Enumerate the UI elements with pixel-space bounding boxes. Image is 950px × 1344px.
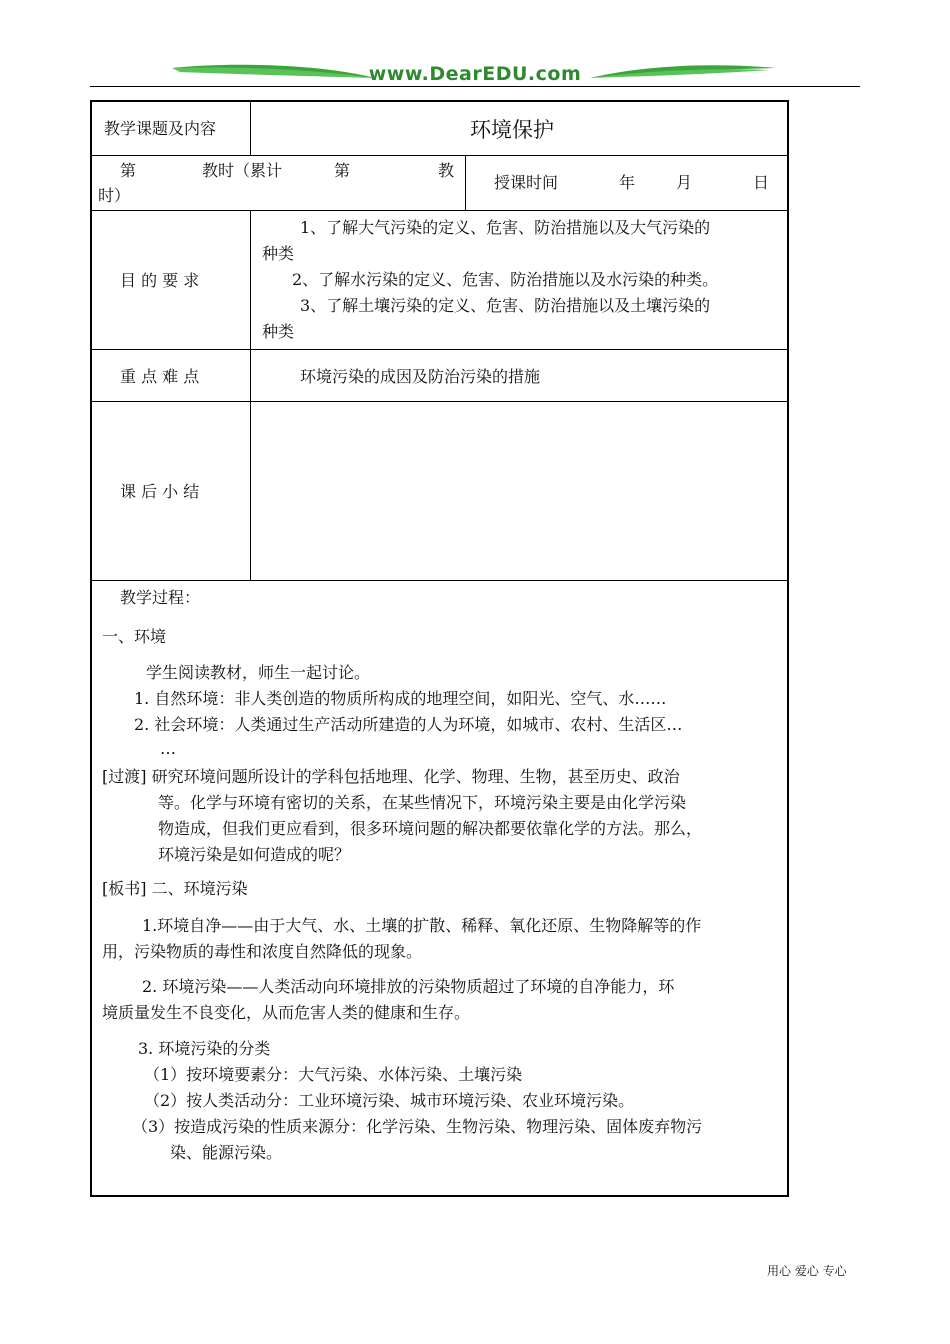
definition-line: 1.环境自净——由于大气、水、土壤的扩散、稀释、氧化还原、生物降解等的作 bbox=[142, 916, 702, 935]
classification-item: （1）按环境要素分：大气污染、水体污染、土壤污染 bbox=[144, 1065, 523, 1084]
classification-item: （3）按造成污染的性质来源分：化学污染、生物污染、物理污染、固体废弃物污 bbox=[132, 1117, 703, 1136]
list-item: 1. 自然环境：非人类创造的物质所构成的地理空间，如阳光、空气、水…… bbox=[134, 689, 667, 708]
footer-slogan: 用心 爱心 专心 bbox=[767, 1264, 847, 1278]
process-heading: 教学过程： bbox=[120, 588, 201, 607]
objective-line: 3、了解土壤污染的定义、危害、防治措施以及土壤污染的 bbox=[300, 296, 711, 315]
board-heading: [板书] 二、环境污染 bbox=[102, 879, 248, 898]
list-item: 2. 社会环境：人类通过生产活动所建造的人为环境，如城市、农村、生活区… bbox=[134, 715, 683, 734]
period-word-2: 教时（累计 bbox=[202, 161, 283, 180]
month-label: 月 bbox=[676, 173, 693, 192]
definition-line: 境质量发生不良变化，从而危害人类的健康和生存。 bbox=[102, 1003, 471, 1022]
objectives-label: 目 的 要 求 bbox=[120, 271, 200, 290]
summary-label: 课 后 小 结 bbox=[120, 482, 200, 501]
objective-line: 2、了解水污染的定义、危害、防治措施以及水污染的种类。 bbox=[292, 270, 719, 289]
row-divider bbox=[90, 580, 789, 581]
row-divider bbox=[90, 349, 789, 350]
header-rule bbox=[90, 86, 860, 87]
topic-label: 教学课题及内容 bbox=[104, 119, 217, 138]
objective-line: 1、了解大气污染的定义、危害、防治措施以及大气污染的 bbox=[300, 218, 711, 237]
transition-line: [过渡] 研究环境问题所设计的学科包括地理、化学、物理、生物，甚至历史、政治 bbox=[102, 767, 680, 786]
transition-line: 物造成，但我们更应看到，很多环境问题的解决都要依靠化学的方法。那么， bbox=[158, 819, 703, 838]
key-points-label: 重 点 难 点 bbox=[120, 367, 200, 386]
topic-title: 环境保护 bbox=[470, 118, 554, 142]
site-url: www.DearEDU.com bbox=[368, 63, 582, 85]
day-label: 日 bbox=[753, 173, 770, 192]
col-divider bbox=[250, 210, 251, 581]
row-divider bbox=[90, 155, 789, 156]
class-time-label: 授课时间 bbox=[494, 173, 559, 192]
transition-line: 等。化学与环境有密切的关系，在某些情况下，环境污染主要是由化学污染 bbox=[158, 793, 687, 812]
objective-line: 种类 bbox=[262, 322, 295, 341]
col-divider bbox=[465, 155, 466, 211]
list-item-continued: … bbox=[160, 739, 176, 758]
transition-line: 环境污染是如何造成的呢？ bbox=[158, 845, 351, 864]
classification-title: 3. 环境污染的分类 bbox=[138, 1039, 271, 1058]
definition-line: 用，污染物质的毒性和浓度自然降低的现象。 bbox=[102, 942, 423, 961]
period-word-3: 第 bbox=[334, 161, 351, 180]
paragraph: 学生阅读教材，师生一起讨论。 bbox=[146, 663, 371, 682]
classification-item: （2）按人类活动分：工业环境污染、城市环境污染、农业环境污染。 bbox=[144, 1091, 635, 1110]
row-divider bbox=[90, 401, 789, 402]
classification-item: 染、能源污染。 bbox=[170, 1143, 283, 1162]
section-heading: 一、环境 bbox=[102, 627, 167, 646]
year-label: 年 bbox=[619, 173, 636, 192]
lesson-plan-table bbox=[90, 100, 789, 1197]
row-divider bbox=[90, 210, 789, 211]
period-word-5: 时） bbox=[98, 186, 131, 205]
objective-line: 种类 bbox=[262, 244, 295, 263]
period-word-4: 教 bbox=[438, 161, 455, 180]
key-points-value: 环境污染的成因及防治污染的措施 bbox=[300, 367, 541, 386]
definition-line: 2. 环境污染——人类活动向环境排放的污染物质超过了环境的自净能力，环 bbox=[142, 977, 675, 996]
col-divider bbox=[250, 100, 251, 156]
period-word-1: 第 bbox=[120, 161, 137, 180]
